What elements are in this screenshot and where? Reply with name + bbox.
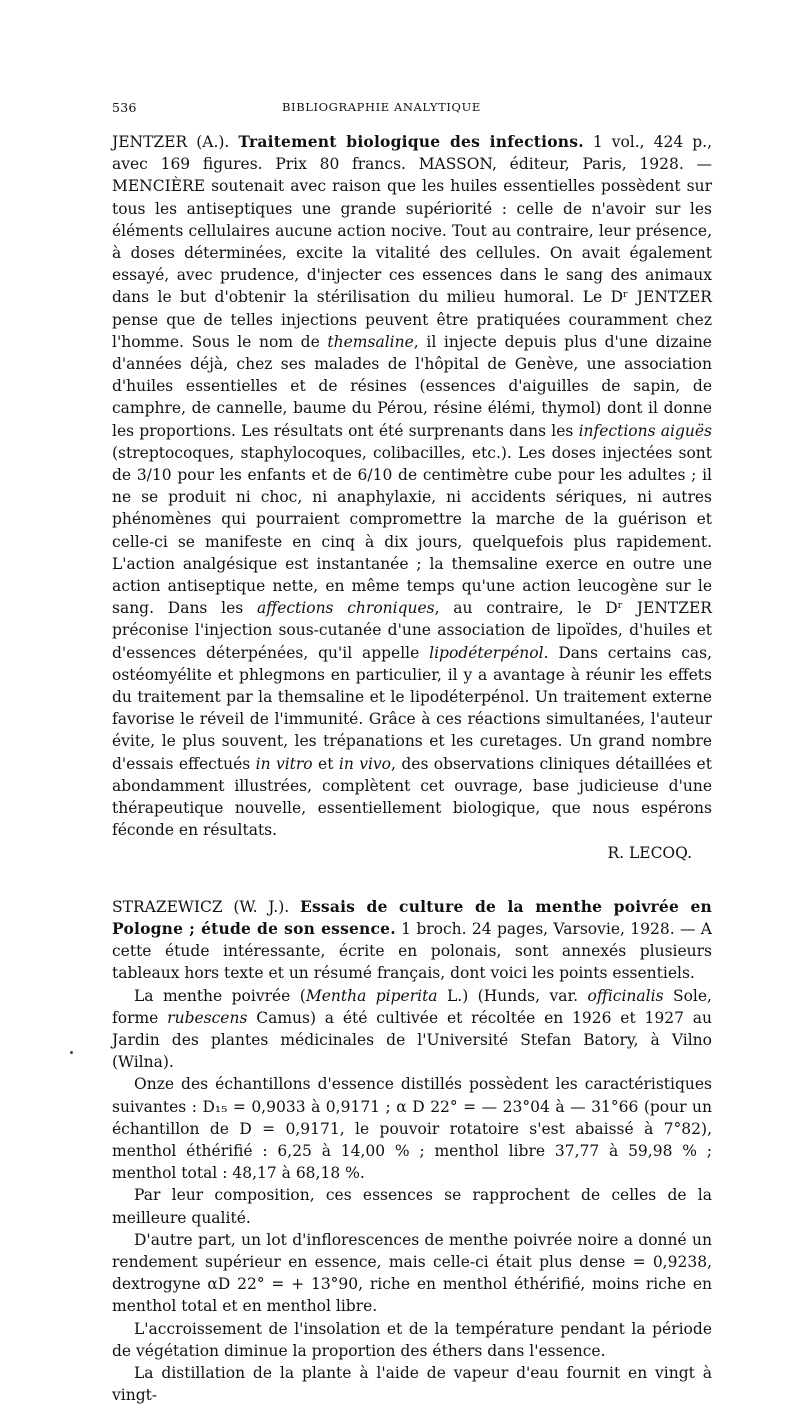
body-text: préconise l'injection sous-cutanée d'une association de lipoïdes, d'huiles et d'essences déterpénées, qu'il appelle [112,621,712,662]
reviewer-signature: R. LECOQ. [607,843,692,862]
entry-title: Traitement biologique des infections. [238,132,584,151]
italic-term: lipodéterpénol. [429,643,549,662]
body-text: Sole, forme [112,986,712,1027]
body-text: , au contraire, le Dʳ [434,599,624,618]
entry-paragraph: L'accroissement de l'insolation et de la température pendant la période de végétation diminue la proportion des éthers dans l'essence. [112,1319,712,1360]
body-text: La menthe poivrée ( [134,986,306,1005]
entry-author: STRAZEWICZ (W. J.). [112,897,290,916]
entry-paragraph: La distillation de la plante à l'aide de vapeur d'eau fournit en vingt à vingt- [112,1363,712,1405]
body-text: , il injecte depuis plus d'une dizaine d'années déjà, chez ses malades de l'hôpital de Genève, une association d'huiles essentielles et de résines (essences d'aiguilles de sapin, de camphre, de cannelle, baume du Pérou, résine élémi, thymol) dont il donne les proportions. Les résultats ont été surprenants dans les [112,332,712,440]
body-text: , des observations cliniques détaillées et abondamment illustrées, complètent cet ouvrage, base judicieuse d'une thérapeutique nouvelle, essentiellement biologique, que nous espérons féconde en résultats. [112,754,712,840]
body-text: A cette étude intéressante, écrite en polonais, sont annexés plusieurs tableaux hors texte et un résumé français, dont voici les points essentiels. [112,919,712,983]
cited-author: JENTZER [636,599,712,618]
body-text: (streptocoques, staphylocoques, colibacilles, etc.). Les doses injectées sont de 3/10 pour les enfants et de 6/10 de centimètre cube pour les adultes ; il ne se produit ni choc, ni anaphylaxie, ni accidents sériques, ni autres phénomènes qui pourraient compromettre la marche de la guérison et celle-ci se manifeste en cinq à dix jours, quelquefois plus rapidement. L'action analgésique est instantanée ; la themsaline exerce en outre une action antiseptique nette, en même temps qu'une action leucogène sur le sang. Dans les [112,443,712,618]
italic-term: in vivo [338,754,392,773]
body-text: pense que de telles injections peuvent être pratiquées couramment chez l'homme. Sous le nom de [112,310,712,351]
entry-paragraph: D'autre part, un lot d'inflorescences de menthe poivrée noire a donné un rendement supérieur en essence, mais celle-ci était plus dense = 0,9238, dextrogyne αD 22° = + 13°90, riche en menthol éthérifié, moins riche en menthol total et en menthol libre. [112,1230,712,1316]
body-text: L.) (Hunds, var. [446,986,579,1005]
margin-dot [70,1051,73,1054]
italic-term: Mentha piperita [305,986,438,1005]
signature-line [112,842,712,864]
entry-meta: 1 vol., 424 p., avec 169 figures. Prix 80 francs. MASSON, éditeur, Paris, 1928. — [112,133,713,174]
entry-paragraph [112,131,712,842]
entry-paragraph [112,985,712,1074]
italic-term: in vitro [255,754,313,773]
italic-term: rubescens [167,1008,248,1027]
entry-paragraph: Onze des échantillons d'essence distillés possèdent les caractéristiques suivantes : D₁₅ = 0,9033 à 0,9171 ; α D 22° = — 23°04 à — 31°66 (pour un échantillon de D = 0,9171, le pouvoir rotatoire s'est abaissé à 7°82), menthol éthérifié : 6,25 à 14,00 % ; menthol libre 37,77 à 59,98 % ; menthol total : 48,17 à 68,18 %. [112,1075,712,1183]
entry-paragraph: Par leur composition, ces essences se rapprochent de celles de la meilleure qualité. [112,1186,712,1227]
body-text: soutenait avec raison que les huiles essentielles possèdent sur tous les antiseptiques une grande supériorité : celle de n'avoir sur les éléments cellulaires aucune action nocive. Tout au contraire, leur présence, à doses déterminées, excite la vitalité des cellules. On avait également essayé, avec prudence, d'injecter ces essences dans le sang des animaux dans le but d'obtenir la stérilisation du milieu humoral. Le Dʳ [112,177,712,307]
italic-term: officinalis [587,986,664,1005]
running-head [112,100,712,115]
review-entry-strazewicz [112,896,712,1406]
entry-paragraph [112,896,712,985]
cited-author: MENCIÈRE [112,177,206,196]
italic-term: themsaline [327,332,414,351]
cited-author: JENTZER [636,288,712,307]
running-title: BIBLIOGRAPHIE ANALYTIQUE [282,100,481,114]
entry-author: JENTZER (A.). [112,133,230,151]
body-text: et [318,754,334,773]
italic-term: affections chroniques [256,599,435,618]
review-entry-jentzer [112,131,712,864]
body-text: Dans certains cas, ostéomyélite et phlegmons en particulier, il y a avantage à réunir les effets du traitement par la themsaline et le lipodéterpénol. Un traitement externe favorise le réveil de l'immunité. Grâce à ces réactions simultanées, l'auteur évite, le plus souvent, les trépanations et les curetages. Un grand nombre d'essais effectués [112,643,713,773]
italic-term: infections aiguës [578,421,712,440]
entry-meta: 1 broch. 24 pages, Varsovie, 1928. — [401,919,696,938]
page-number: 536 [112,100,137,115]
entry-title: Essais de culture de la menthe poivrée en Pologne ; étude de son essence. [112,896,712,938]
body-text: Camus) a été cultivée et récoltée en 1926 et 1927 au Jardin des plantes médicinales de l'Université Stefan Batory, à Vilno (Wilna). [112,1008,712,1072]
